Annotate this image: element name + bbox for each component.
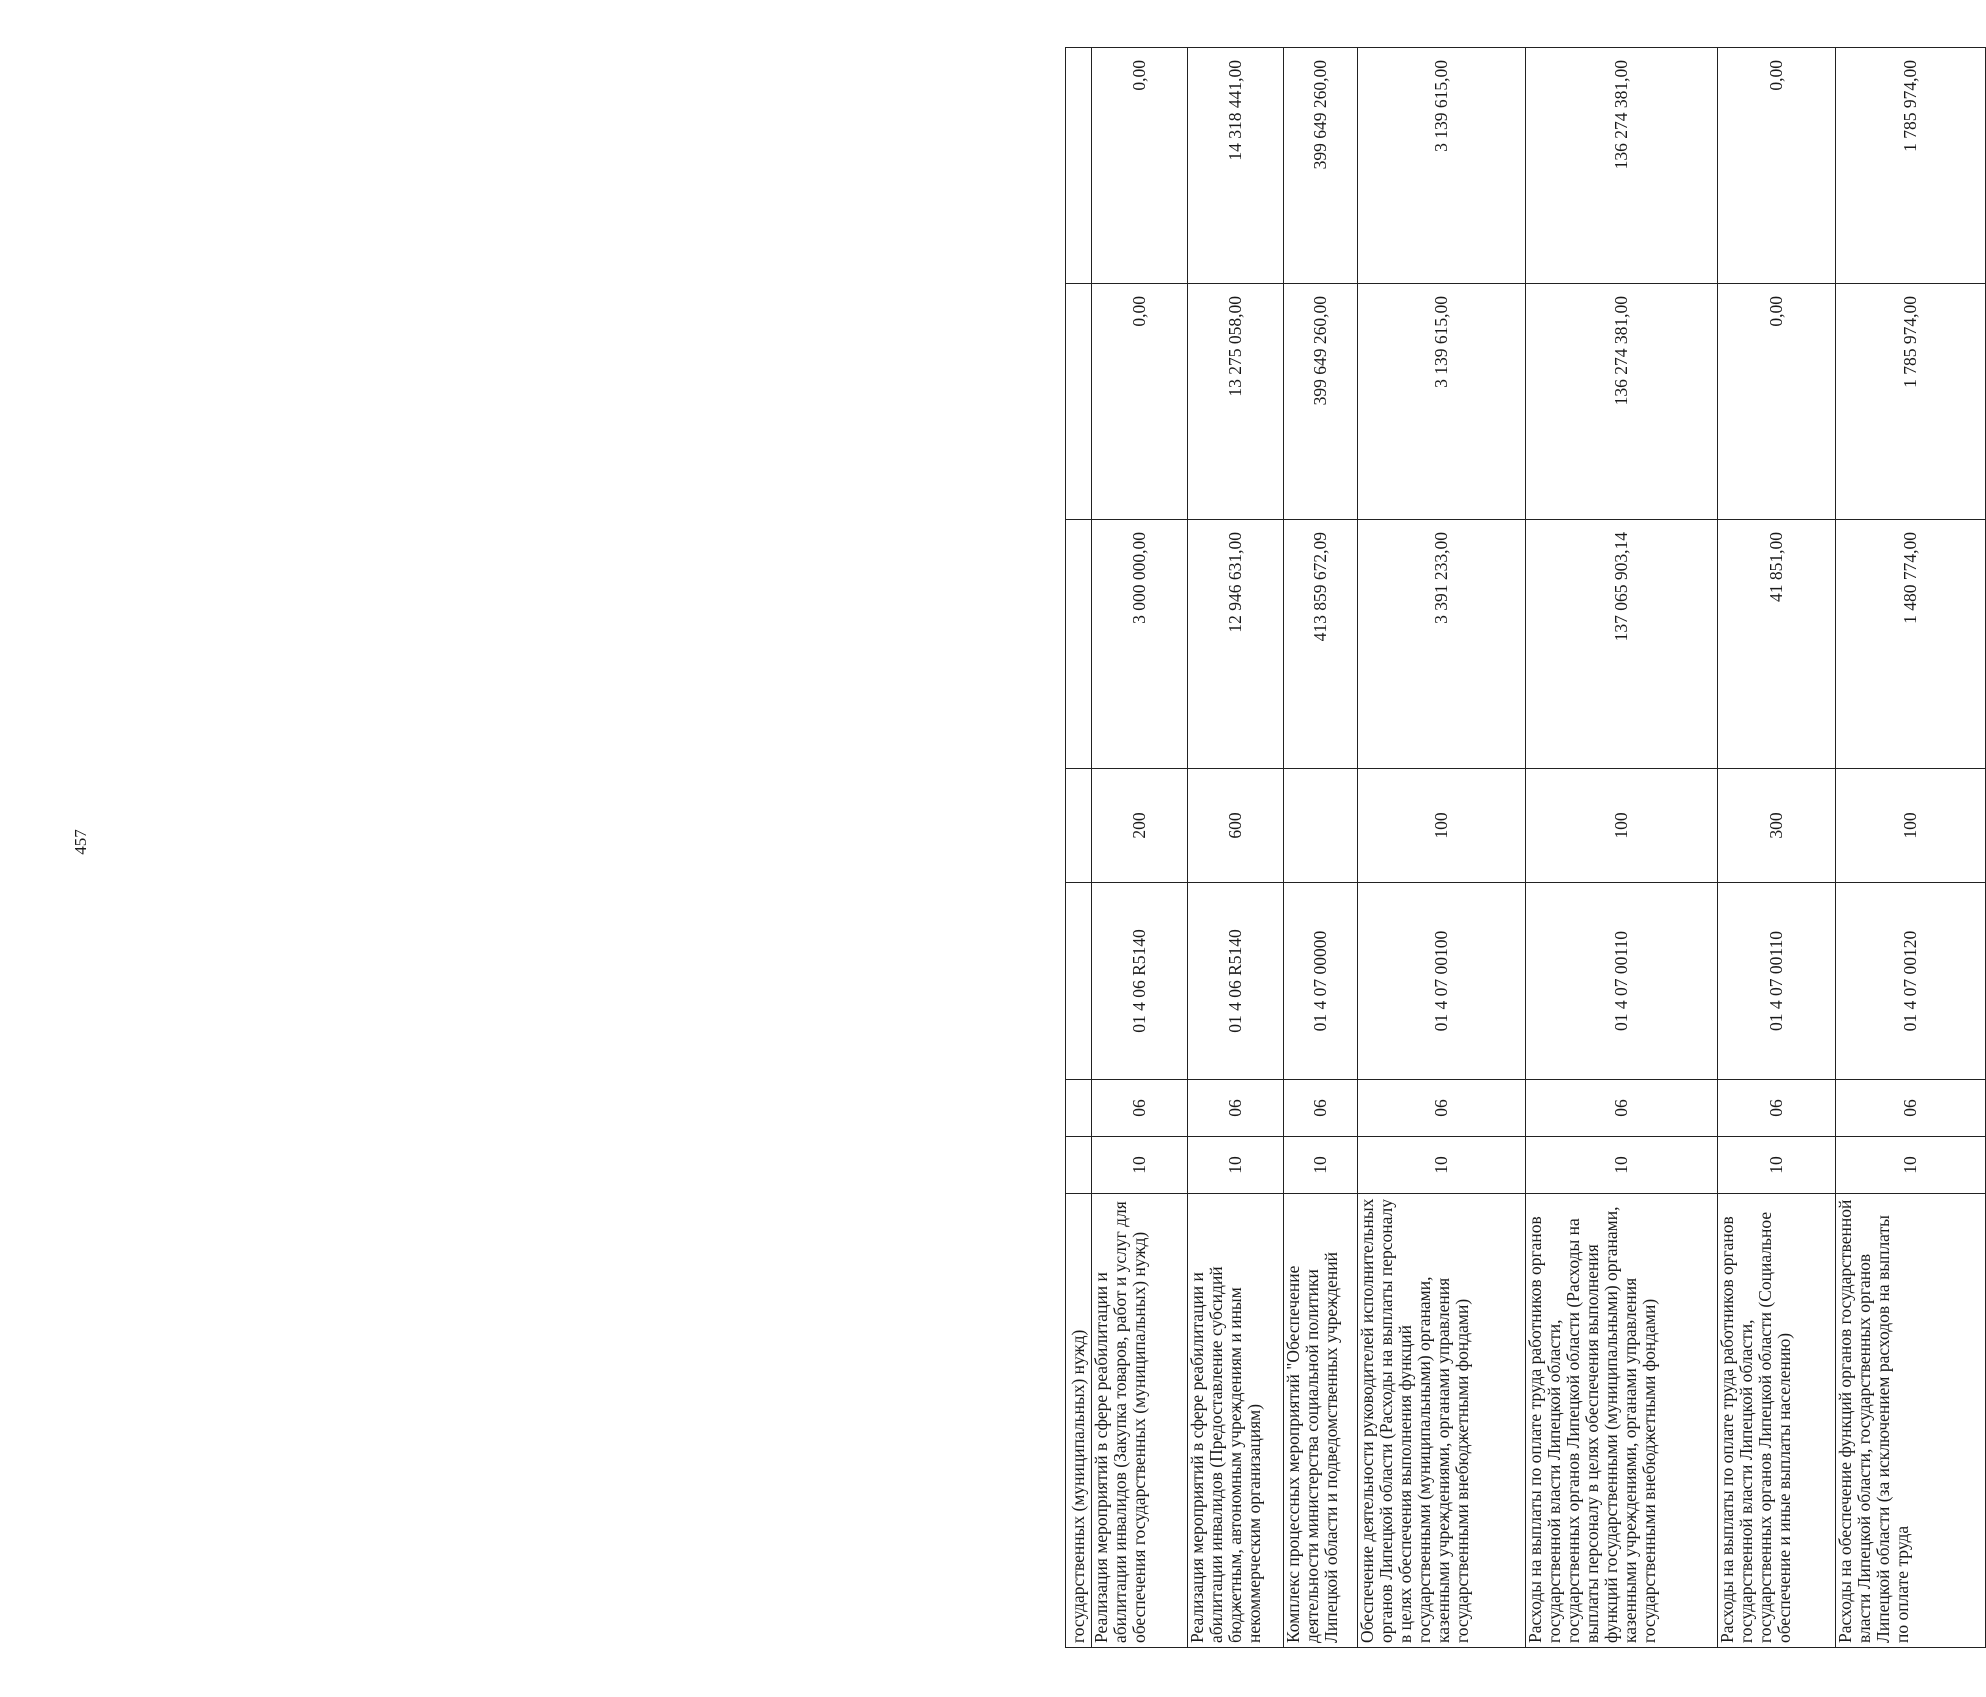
table-row	[1092, 48, 1188, 1648]
expense-type: 300	[1718, 769, 1836, 883]
table-row	[1284, 48, 1358, 1648]
amount-3: 14 318 441,00	[1188, 48, 1284, 284]
amount-2: 13 275 058,00	[1188, 284, 1284, 520]
table-row	[1718, 48, 1836, 1648]
target-code: 01 4 07 00000	[1284, 883, 1358, 1080]
amount-3: 1 785 974,00	[1836, 48, 1986, 284]
amount-1: 3 391 233,00	[1358, 520, 1526, 769]
subsection-code: 06	[1284, 1080, 1358, 1137]
subsection-code: 06	[1358, 1080, 1526, 1137]
amount-1: 12 946 631,00	[1188, 520, 1284, 769]
page-number: 457	[70, 829, 90, 855]
target-code: 01 4 06 R5140	[1188, 883, 1284, 1080]
table-row	[1526, 48, 1718, 1648]
amount-3: 0,00	[1718, 48, 1836, 284]
target-code: 01 4 07 00120	[1836, 883, 1986, 1080]
row-name: Обеспечение деятельности руководителей исполнительных органов Липецкой области (Расходы на выплаты персоналу в целях обеспечения выполнения функций государственными (муниципальными) органами, казенными учреждениями, органами управления государственными внебюджетными фондами)	[1358, 1194, 1526, 1648]
row-name: Реализация мероприятий в сфере реабилитации и абилитации инвалидов (Предоставление субсидий бюджетным, автономным учреждениям и иным некоммерческим организациям)	[1188, 1194, 1284, 1648]
expense-type: 200	[1092, 769, 1188, 883]
subsection-code: 06	[1836, 1080, 1986, 1137]
row-name: Расходы на выплаты по оплате труда работников органов государственной власти Липецкой области, государственных органов Липецкой области (Социальное обеспечение и иные выплаты населению)	[1718, 1194, 1836, 1648]
amount-2: 136 274 381,00	[1526, 284, 1718, 520]
expense-type: 100	[1526, 769, 1718, 883]
amount-1: 137 065 903,14	[1526, 520, 1718, 769]
section-code: 10	[1718, 1137, 1836, 1194]
amount-1: 1 480 774,00	[1836, 520, 1986, 769]
expense-type: 100	[1836, 769, 1986, 883]
amount-1: 41 851,00	[1718, 520, 1836, 769]
amount-1: 3 000 000,00	[1092, 520, 1188, 769]
subsection-code: 06	[1092, 1080, 1188, 1137]
target-code: 01 4 07 00110	[1718, 883, 1836, 1080]
table-row-continuation	[1066, 48, 1092, 1648]
target-code: 01 4 07 00110	[1526, 883, 1718, 1080]
subsection-code: 06	[1188, 1080, 1284, 1137]
subsection-code: 06	[1718, 1080, 1836, 1137]
amount-3: 0,00	[1092, 48, 1188, 284]
amount-2: 0,00	[1092, 284, 1188, 520]
budget-table	[1065, 47, 1986, 1648]
table-row	[1188, 48, 1284, 1648]
expense-type	[1284, 769, 1358, 883]
amount-2: 1 785 974,00	[1836, 284, 1986, 520]
target-code: 01 4 06 R5140	[1092, 883, 1188, 1080]
budget-table-container	[1065, 48, 1985, 1648]
row-name: Расходы на обеспечение функций органов государственной власти Липецкой области, государственных органов Липецкой области (за исключением расходов на выплаты по оплате труда	[1836, 1194, 1986, 1648]
row-name: Комплекс процессных мероприятий "Обеспечение деятельности министерства социальной политики Липецкой области и подведомственных учреждений	[1284, 1194, 1358, 1648]
amount-3: 399 649 260,00	[1284, 48, 1358, 284]
amount-3: 136 274 381,00	[1526, 48, 1718, 284]
row-name: Реализация мероприятий в сфере реабилитации и абилитации инвалидов (Закупка товаров, работ и услуг для обеспечения государственных (муниципальных) нужд)	[1092, 1194, 1188, 1648]
subsection-code: 06	[1526, 1080, 1718, 1137]
section-code: 10	[1188, 1137, 1284, 1194]
section-code: 10	[1092, 1137, 1188, 1194]
amount-2: 399 649 260,00	[1284, 284, 1358, 520]
table-row	[1836, 48, 1986, 1648]
target-code: 01 4 07 00100	[1358, 883, 1526, 1080]
section-code: 10	[1526, 1137, 1718, 1194]
section-code: 10	[1358, 1137, 1526, 1194]
table-row	[1358, 48, 1526, 1648]
amount-2: 3 139 615,00	[1358, 284, 1526, 520]
amount-3: 3 139 615,00	[1358, 48, 1526, 284]
amount-1: 413 859 672,09	[1284, 520, 1358, 769]
section-code: 10	[1284, 1137, 1358, 1194]
row-name: Расходы на выплаты по оплате труда работников органов государственной власти Липецкой области, государственных органов Липецкой области (Расходы на выплаты персоналу в целях обеспечения выполнения функций государственными (муниципальными) органами, казенными учреждениями, органами управления государственными внебюджетными фондами)	[1526, 1194, 1718, 1648]
amount-2: 0,00	[1718, 284, 1836, 520]
expense-type: 600	[1188, 769, 1284, 883]
row-name: государственных (муниципальных) нужд)	[1066, 1194, 1092, 1648]
expense-type: 100	[1358, 769, 1526, 883]
section-code: 10	[1836, 1137, 1986, 1194]
